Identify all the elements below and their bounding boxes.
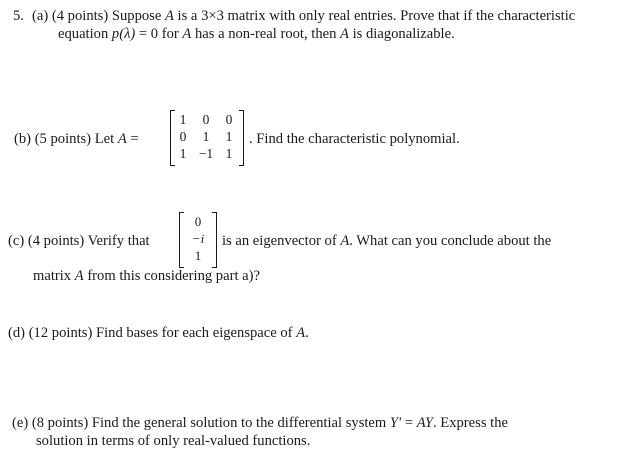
part-b-points: (5 points) bbox=[34, 131, 92, 147]
vector-cell: 0 bbox=[194, 214, 202, 229]
eigenvector bbox=[179, 212, 217, 268]
part-c-line-1 bbox=[222, 232, 551, 250]
part-e-line-1 bbox=[12, 414, 508, 432]
part-e-text: . Express the bbox=[433, 415, 508, 431]
part-d-points: (12 points) bbox=[28, 325, 93, 341]
part-e-text: = bbox=[401, 415, 417, 431]
matrix-cell: 1 bbox=[202, 129, 210, 144]
part-e-text: Find the general solution to the differential system bbox=[91, 415, 390, 431]
part-c-text: is an eigenvector of bbox=[222, 233, 341, 249]
matrix-cell: 1 bbox=[225, 146, 233, 161]
matrix-cell: 1 bbox=[225, 129, 233, 144]
ay: AY bbox=[416, 415, 433, 431]
part-a-label: (a) bbox=[32, 8, 49, 24]
part-b-text: Let bbox=[94, 131, 118, 147]
part-a-text: has a non-real root, then bbox=[191, 26, 341, 42]
matrix-cell: 1 bbox=[179, 112, 187, 127]
part-b-label: (b) bbox=[14, 131, 32, 147]
p-lambda: p(λ) bbox=[111, 26, 136, 42]
part-e-label: (e) bbox=[12, 415, 29, 431]
part-d-label: (d) bbox=[8, 325, 26, 341]
part-a-text: equation bbox=[58, 26, 112, 42]
part-a-text: is a 3×3 matrix with only real entries. Prove that if the characteristic bbox=[173, 8, 576, 24]
part-c-points: (4 points) bbox=[27, 233, 85, 249]
part-e-points: (8 points) bbox=[31, 415, 89, 431]
part-a-points: (4 points) bbox=[51, 8, 109, 24]
vector-cell: 1 bbox=[194, 248, 202, 263]
var-a: A bbox=[182, 26, 192, 42]
var-a: A bbox=[296, 325, 306, 341]
vector-cell: −i bbox=[191, 231, 205, 246]
matrix-cell: −1 bbox=[198, 146, 214, 161]
part-b-tail: . Find the characteristic polynomial. bbox=[249, 131, 460, 147]
part-d-text: Find bases for each eigenspace of bbox=[96, 325, 297, 341]
part-d-text: . bbox=[305, 325, 309, 341]
var-a: A bbox=[164, 8, 174, 24]
part-a-text: Suppose bbox=[111, 8, 165, 24]
part-c-lead bbox=[8, 232, 150, 250]
part-d bbox=[8, 324, 309, 342]
var-a: A bbox=[340, 233, 350, 249]
part-b-text: = bbox=[126, 131, 139, 147]
part-c-line-2 bbox=[33, 267, 260, 285]
matrix-cell: 1 bbox=[179, 146, 187, 161]
part-a-line-2 bbox=[58, 25, 455, 43]
var-a: A bbox=[117, 131, 127, 147]
part-c-text: matrix bbox=[33, 268, 75, 284]
matrix-a bbox=[170, 110, 244, 166]
part-a-text: = 0 for bbox=[135, 26, 183, 42]
var-a: A bbox=[74, 268, 84, 284]
part-c-text: from this considering part a)? bbox=[83, 268, 260, 284]
part-c-label: (c) bbox=[8, 233, 25, 249]
part-a-text: is diagonalizable. bbox=[348, 26, 455, 42]
y-prime: Y′ bbox=[389, 415, 402, 431]
matrix-cell: 0 bbox=[202, 112, 210, 127]
part-a-line-1 bbox=[32, 7, 575, 25]
var-a: A bbox=[340, 26, 349, 42]
part-c-text: Verify that bbox=[87, 233, 150, 249]
part-e-line-2: solution in terms of only real-valued functions. bbox=[36, 433, 311, 449]
part-b-lead bbox=[14, 130, 139, 148]
problem-number: 5. bbox=[13, 8, 24, 24]
matrix-cell: 0 bbox=[225, 112, 233, 127]
matrix-cell: 0 bbox=[179, 129, 187, 144]
part-c-text: . What can you conclude about the bbox=[349, 233, 552, 249]
